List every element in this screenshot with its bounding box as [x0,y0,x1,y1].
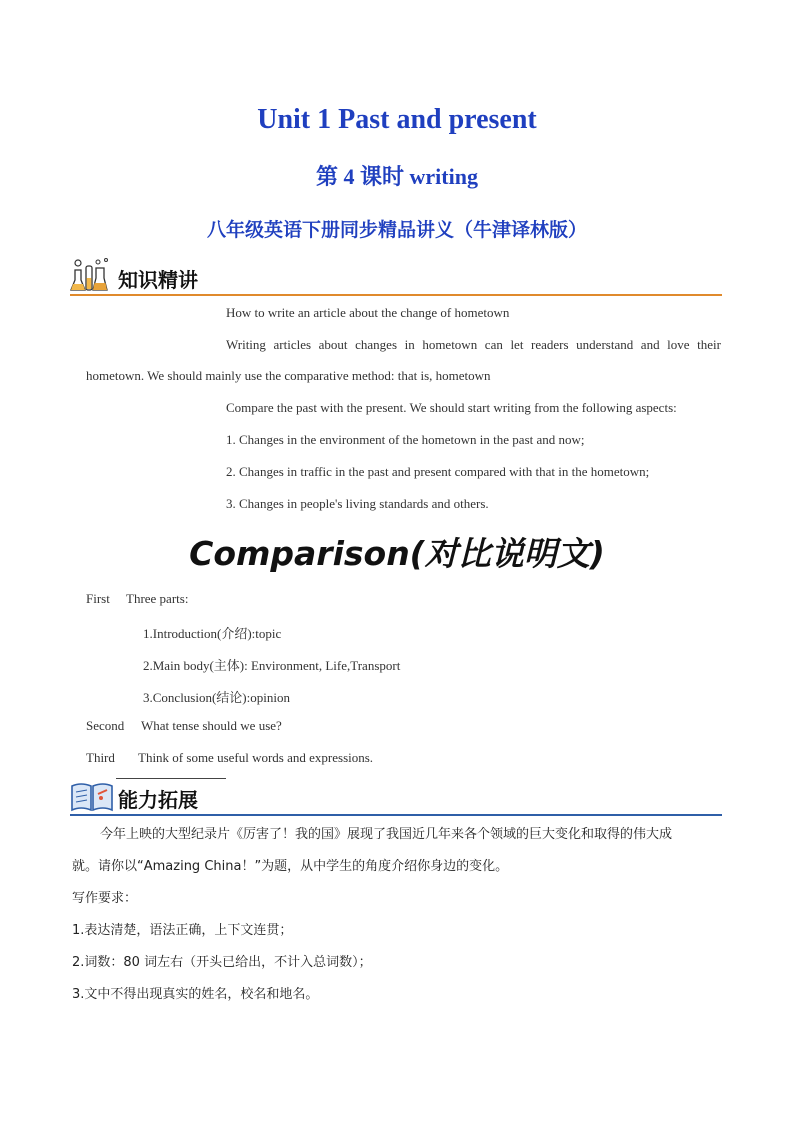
open-book-icon [70,776,114,814]
knowledge-line: Writing articles about changes in hometown can let readers understand and love their [226,337,721,352]
section-divider [70,294,722,296]
ability-intro: 就。请你以“Amazing China！”为题，从中学生的角度介绍你身边的变化。 [72,859,509,874]
requirement-item: 2.词数：80 词左右（开头已给出，不计入总词数）； [72,955,372,970]
second-text: What tense should we use? [141,718,282,733]
requirements-title: 写作要求： [72,891,138,906]
knowledge-line: How to write an article about the change of hometown [226,305,510,320]
comparison-heading: Comparison(对比说明文) [189,534,605,573]
requirement-item: 1.表达清楚，语法正确，上下文连贯； [72,923,293,938]
third-label: Third [86,750,115,765]
section-ability-heading: 能力拓展 [118,788,198,812]
part-item: 3.Conclusion(结论):opinion [143,690,290,705]
section-knowledge-header [70,256,722,296]
section-knowledge-heading: 知识精讲 [118,268,198,292]
section-top-line [116,778,226,779]
knowledge-line: hometown. We should mainly use the comparative method: that is, hometown [86,368,491,383]
third-text: Think of some useful words and expressions. [138,750,374,765]
part-item: 1.Introduction(介绍):topic [143,626,282,641]
section-ability-header [70,776,722,816]
second-label: Second [86,718,125,733]
ability-intro: 今年上映的大型纪录片《厉害了！我的国》展现了我国近几年来各个领域的巨大变化和取得的伟大成 [100,827,673,842]
lab-flask-icon [70,256,114,294]
requirement-item: 3.文中不得出现真实的姓名，校名和地名。 [72,987,319,1002]
first-text: Three parts: [126,591,189,606]
page-title: Unit 1 Past and present [257,104,537,135]
knowledge-line: 3. Changes in people's living standards and others. [226,496,489,511]
knowledge-line: 2. Changes in traffic in the past and present compared with that in the hometown; [226,464,650,479]
knowledge-line: 1. Changes in the environment of the hometown in the past and now; [226,432,585,447]
series-title: 八年级英语下册同步精品讲义（牛津译林版） [206,219,587,241]
knowledge-line: Compare the past with the present. We should start writing from the following aspects: [226,400,677,415]
lesson-title: 第 4 课时 writing [316,164,478,189]
first-label: First [86,591,110,606]
part-item: 2.Main body(主体): Environment, Life,Transport [143,658,401,673]
section-divider [70,814,722,816]
